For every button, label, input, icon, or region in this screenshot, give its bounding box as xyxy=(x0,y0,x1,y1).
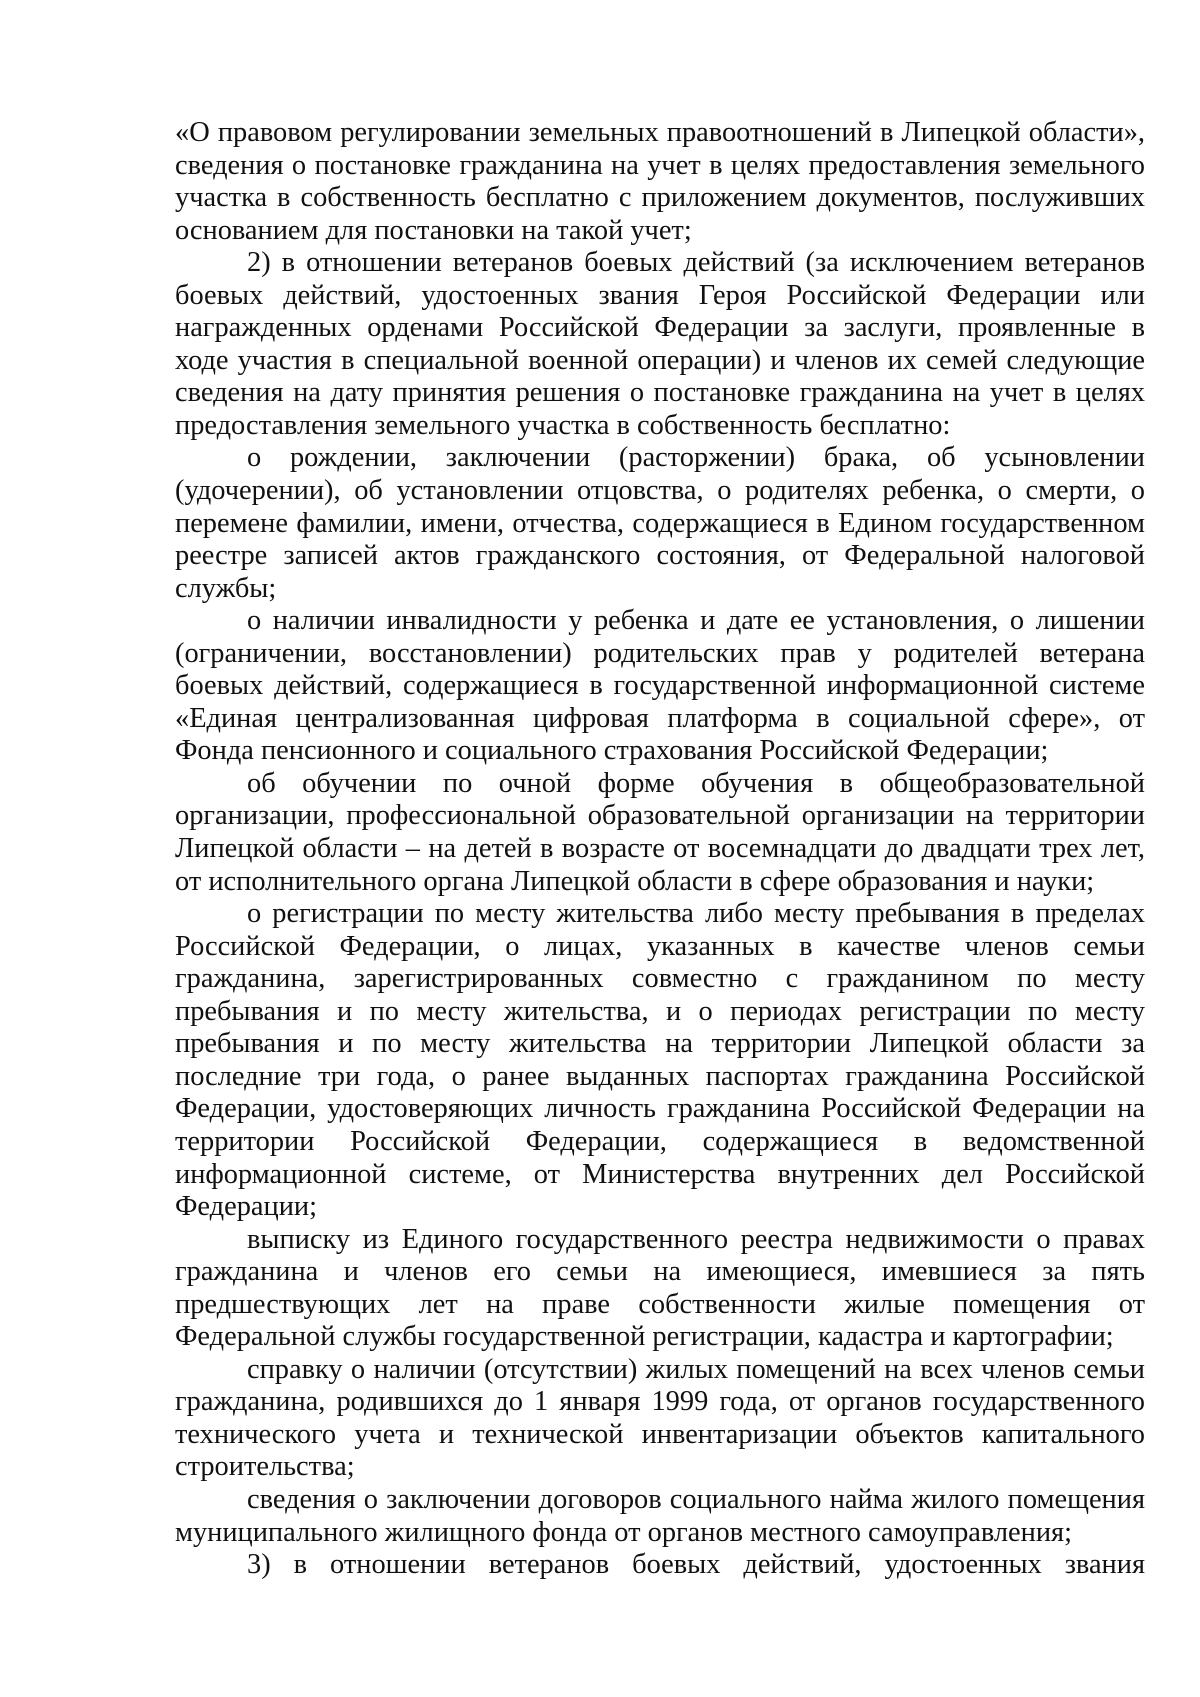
paragraph-item-2: 2) в отношении ветеранов боевых действий (за исключением ветеранов боевых действий, удостоенных звания Героя Российской Федерации или награжденных орденами Российской Федерации за заслуги, проявленные в ходе участия в специальной военной операции) и членов их семей следующие сведения на дату принятия решения о постановке гражданина на учет в целях предоставления земельного участка в собственность бесплатно: xyxy=(175,247,1145,441)
paragraph-education: об обучении по очной форме обучения в общеобразовательной организации, профессиональной образовательной организации на территории Липецкой области – на детей в возрасте от восемнадцати до двадцати трех лет, от исполнительного органа Липецкой области в сфере образования и науки; xyxy=(175,767,1145,897)
paragraph-real-estate-extract: выписку из Единого государственного реестра недвижимости о правах гражданина и членов его семьи на имеющиеся, имевшиеся за пять предшествующих лет на праве собственности жилые помещения от Федеральной службы государственной регистрации, кадастра и картографии; xyxy=(175,1223,1145,1353)
paragraph-housing-certificate: справку о наличии (отсутствии) жилых помещений на всех членов семьи гражданина, родившихся до 1 января 1999 года, от органов государственного технического учета и технической инвентаризации объектов капитального строительства; xyxy=(175,1353,1145,1483)
paragraph-social-lease: сведения о заключении договоров социального найма жилого помещения муниципального жилищного фонда от органов местного самоуправления; xyxy=(175,1483,1145,1548)
paragraph-continuation: «О правовом регулировании земельных правоотношений в Липецкой области», сведения о постановке гражданина на учет в целях предоставления земельного участка в собственность бесплатно с приложением документов, послуживших основанием для постановки на такой учет; xyxy=(175,117,1145,246)
paragraph-civil-status: о рождении, заключении (расторжении) брака, об усыновлении (удочерении), об установлении отцовства, о родителях ребенка, о смерти, о перемене фамилии, имени, отчества, содержащиеся в Едином государственном реестре записей актов гражданского состояния, от Федеральной налоговой службы; xyxy=(175,442,1145,604)
paragraph-registration: о регистрации по месту жительства либо месту пребывания в пределах Российской Федерации, о лицах, указанных в качестве членов семьи гражданина, зарегистрированных совместно с гражданином по месту пребывания и по месту жительства, и о периодах регистрации по месту пребывания и по месту жительства на территории Липецкой области за последние три года, о ранее выданных паспортах гражданина Российской Федерации, удостоверяющих личность гражданина Российской Федерации на территории Российской Федерации, содержащиеся в ведомственной информационной системе, от Министерства внутренних дел Российской Федерации; xyxy=(175,898,1145,1223)
document-body xyxy=(175,117,1145,1582)
paragraph-item-3: 3) в отношении ветеранов боевых действий, удостоенных звания xyxy=(247,1549,1145,1581)
paragraph-disability: о наличии инвалидности у ребенка и дате ее установления, о лишении (ограничении, восстановлении) родительских прав у родителей ветерана боевых действий, содержащиеся в государственной информационной системе «Единая централизованная цифровая платформа в социальной сфере», от Фонда пенсионного и социального страхования Российской Федерации; xyxy=(175,605,1145,767)
